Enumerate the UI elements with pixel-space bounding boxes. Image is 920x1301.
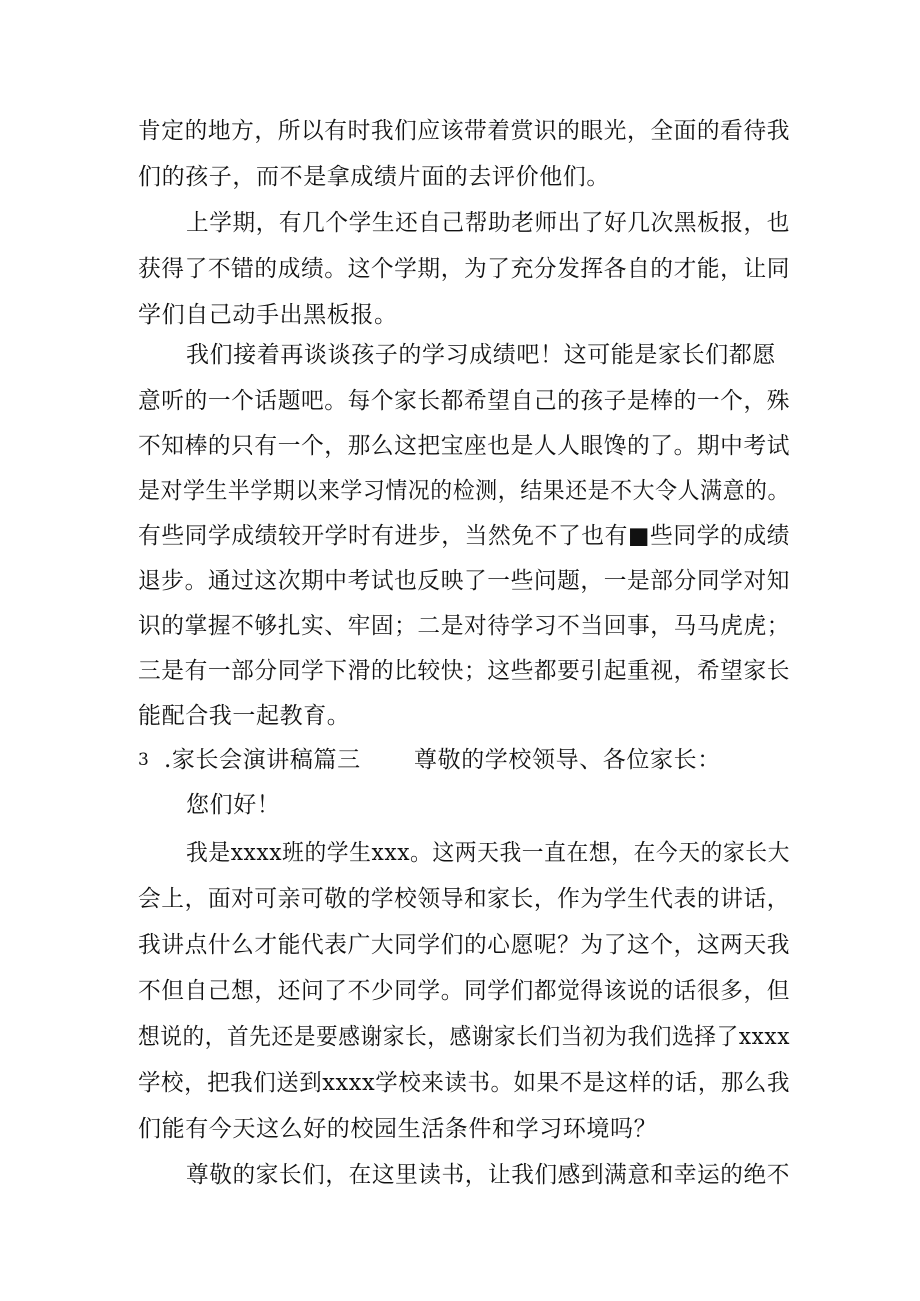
text-line: 三是有一部分同学下滑的比较快；这些都要引起重视，希望家长 [138,658,791,684]
text-line: 们能有今天这么好的校园生活条件和学习环境吗？ [138,1116,658,1142]
text-line: 我们接着再谈谈孩子的学习成绩吧！这可能是家长们都愿 [186,342,776,368]
text-line: 您们好！ [186,792,281,818]
text-line: 识的掌握不够扎实、牢固；二是对待学习不当回事，马马虎虎； [138,613,791,639]
text-line: 上学期，有几个学生还自己帮助老师出了好几次黑板报，也 [186,210,790,236]
section-title: .家长会演讲稿篇三 [164,747,361,773]
text-line: 能配合我一起教育。 [138,703,351,729]
text-line: 是对学生半学期以来学习情况的检测，结果还是不大令人满意的。 [138,478,791,504]
text-line: 们的孩子，而不是拿成绩片面的去评价他们。 [138,164,610,190]
text-line: 学们自己动手出黑板报。 [138,302,398,328]
text-line: 我是xxxx班的学生xxx。这两天我一直在想，在今天的家长大 [186,840,791,866]
text-line: 不知棒的只有一个，那么这把宝座也是人人眼馋的了。期中考试 [138,433,791,459]
text-line: 学校，把我们送到xxxx学校来读书。如果不是这样的话，那么我 [138,1070,790,1096]
section-number: 3 [138,750,149,770]
text-line: 肯定的地方，所以有时我们应该带着赏识的眼光，全面的看待我 [138,118,791,144]
text-line: 不但自己想，还问了不少同学。同学们都觉得该说的话很多，但 [138,978,791,1004]
text-line: 会上，面对可亲可敬的学校领导和家长，作为学生代表的讲话， [138,886,791,912]
text-line: 退步。通过这次期中考试也反映了一些问题，一是部分同学对知 [138,568,791,594]
text-line: 想说的，首先还是要感谢家长，感谢家长们当初为我们选择了xxxx [138,1024,791,1050]
text-line: 获得了不错的成绩。这个学期，为了充分发挥各自的才能，让同 [138,256,791,282]
salutation: 尊敬的学校领导、各位家长： [414,747,721,773]
text-line: 尊敬的家长们，在这里读书，让我们感到满意和幸运的绝不 [186,1162,790,1188]
text-line: 我讲点什么才能代表广大同学们的心愿呢？为了这个，这两天我 [138,932,791,958]
text-line: 有些同学成绩较开学时有进步，当然免不了也有■些同学的成绩 [138,523,791,549]
text-line: 意听的一个话题吧。每个家长都希望自己的孩子是棒的一个，殊 [138,388,791,414]
